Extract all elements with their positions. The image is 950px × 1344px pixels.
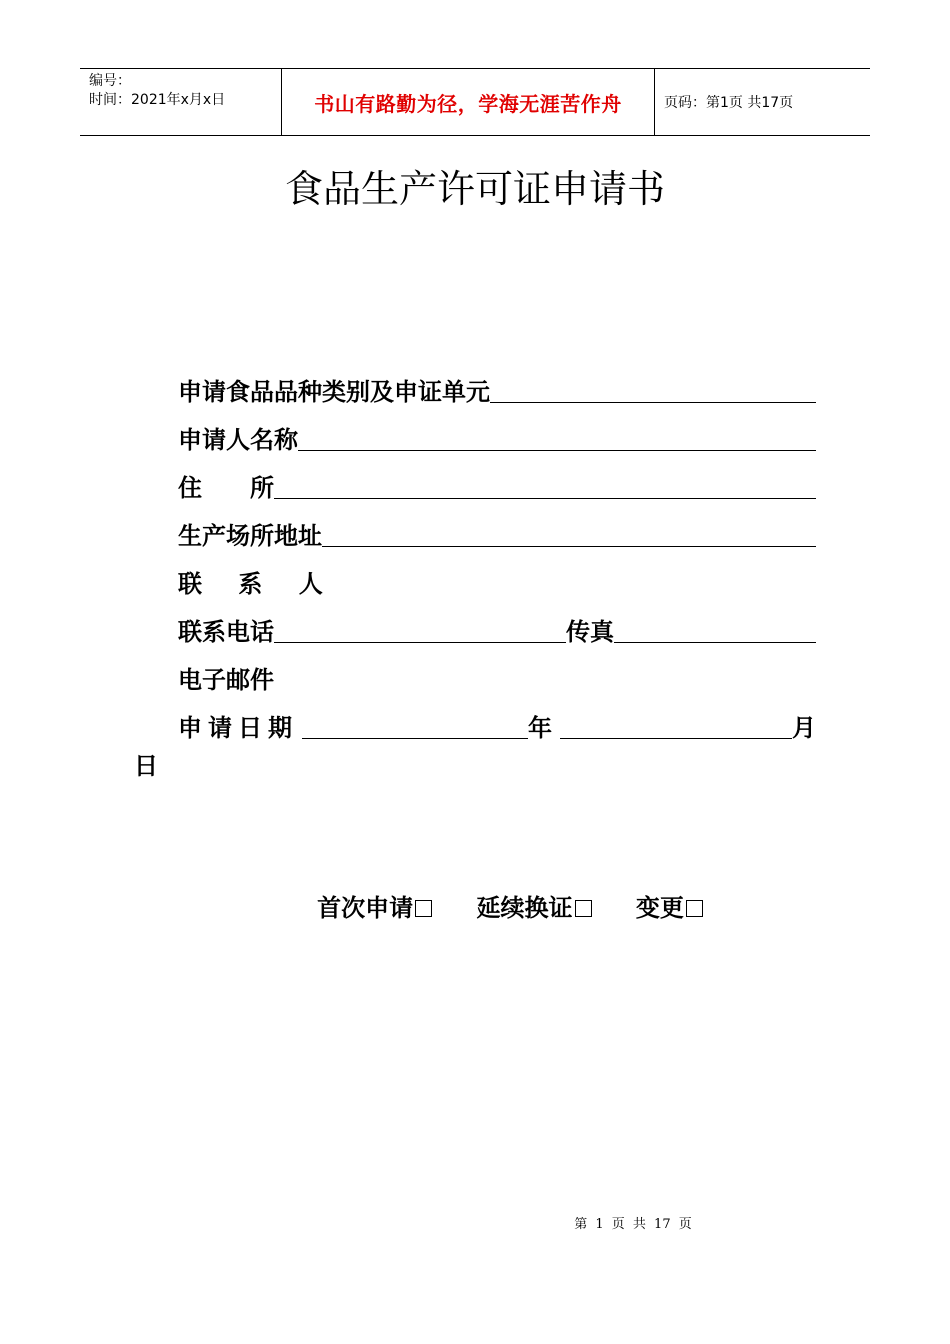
applicant-input-line[interactable] [298,422,816,451]
contact-label: 联 系 人 [178,570,337,598]
applicant-label: 申请人名称 [178,426,298,454]
phone-label: 联系电话 [178,618,274,646]
change-label: 变更 [635,894,684,922]
row-contact [178,552,816,600]
month-input-line[interactable] [560,710,792,739]
site-address-input-line[interactable] [322,518,816,547]
page-info-text: 页码：第1页 共17页 [664,95,794,111]
header-table [80,68,870,136]
row-phone-fax [178,600,816,648]
header-motto-cell [282,69,655,135]
phone-input-line[interactable] [274,614,566,643]
year-label: 年 [528,714,552,742]
fax-input-line[interactable] [614,614,816,643]
first-application-label: 首次申请 [317,894,414,922]
change-checkbox[interactable] [686,900,703,917]
row-applicant [178,408,816,456]
email-label: 电子邮件 [178,666,274,694]
option-renewal[interactable] [477,888,592,923]
application-form [178,360,816,744]
category-input-line[interactable] [490,374,816,403]
renewal-label: 延续换证 [476,894,573,922]
application-type-options [0,888,950,923]
site-address-label: 生产场所地址 [178,522,322,550]
residence-label: 住 所 [178,474,274,502]
first-application-checkbox[interactable] [415,900,432,917]
page-footer: 第 1 页 共 17 页 [574,1217,692,1232]
residence-input-line[interactable] [274,470,816,499]
option-change[interactable] [636,888,703,923]
renewal-checkbox[interactable] [575,900,592,917]
row-site-address [178,504,816,552]
month-label: 月 [792,714,816,742]
year-input-line[interactable] [302,710,528,739]
header-meta [80,69,282,135]
row-date [178,696,816,744]
number-label: 编号： [89,73,131,89]
category-label: 申请食品品种类别及申证单元 [178,378,490,406]
row-email [178,648,816,696]
day-label: 日 [134,752,158,780]
fax-label: 传真 [566,618,614,646]
date-label: 申请日期 [178,714,298,742]
document-title: 食品生产许可证申请书 [284,167,665,211]
motto-text: 书山有路勤为径，学海无涯苦作舟 [314,91,622,116]
time-label: 时间：2021年x月x日 [89,92,226,108]
option-first-application[interactable] [317,888,432,923]
header-page-info [655,69,870,135]
row-residence [178,456,816,504]
row-category [178,360,816,408]
